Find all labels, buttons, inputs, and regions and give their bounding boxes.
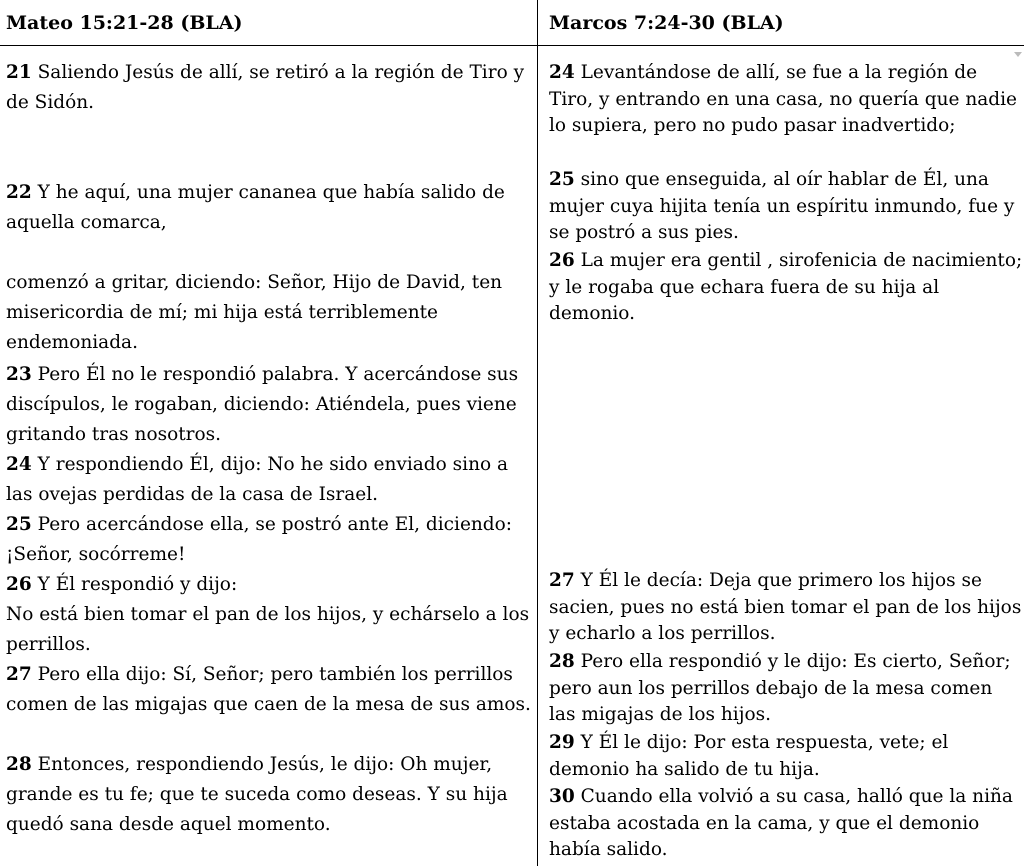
verse-marcos-26	[549, 248, 1023, 328]
verse-mateo-22-cont	[6, 268, 534, 358]
verse-number: 23	[6, 364, 32, 385]
verse-marcos-24	[549, 60, 1023, 140]
verse-text: Cuando ella volvió a su casa, halló que la niña estaba acostada en la cama, y que el demonio había salido.	[549, 786, 1013, 861]
verse-number: 26	[549, 250, 575, 271]
column-divider	[537, 0, 538, 866]
verse-mateo-26-cont	[6, 600, 534, 660]
verse-text: Y respondiendo Él, dijo: No he sido enviado sino a las ovejas perdidas de la casa de Israel.	[6, 454, 509, 505]
verse-number: 24	[549, 62, 575, 83]
verse-text: Y Él respondió y dijo:	[31, 574, 238, 595]
verse-mateo-27	[6, 660, 534, 720]
verse-number: 25	[549, 169, 575, 190]
verse-text: Pero ella respondió y le dijo: Es cierto, Señor; pero aun los perrillos debajo de la mesa comen las migajas de los hijos.	[549, 651, 1011, 726]
verse-mateo-22	[6, 178, 534, 238]
verse-text: Y Él le decía: Deja que primero los hijos se sacien, pues no está bien tomar el pan de los hijos y echarlo a los perrillos.	[549, 570, 1022, 645]
verse-mateo-25	[6, 510, 534, 570]
verse-number: 27	[549, 570, 575, 591]
verse-number: 28	[6, 754, 32, 775]
verse-mateo-28	[6, 750, 534, 840]
verse-number: 26	[6, 574, 32, 595]
verse-number: 28	[549, 651, 575, 672]
header-mateo: Mateo 15:21-28 (BLA)	[6, 12, 243, 34]
dropdown-marker-icon	[1014, 52, 1022, 57]
verse-marcos-25	[549, 167, 1023, 247]
verse-number: 25	[6, 514, 32, 535]
verse-text: Y Él le dijo: Por esta respuesta, vete; el demonio ha salido de tu hija.	[549, 732, 949, 780]
verse-number: 24	[6, 454, 32, 475]
verse-text: Entonces, respondiendo Jesús, le dijo: Oh mujer, grande es tu fe; que te suceda como deseas. Y su hija quedó sana desde aquel momento.	[6, 754, 508, 835]
verse-marcos-29	[549, 730, 1023, 783]
verse-marcos-28	[549, 649, 1023, 729]
verse-marcos-27	[549, 568, 1023, 648]
verse-text: Pero Él no le respondió palabra. Y acercándose sus discípulos, le rogaban, diciendo: Atiéndela, pues viene gritando tras nosotros.	[6, 364, 519, 445]
verse-number: 21	[6, 62, 32, 83]
verse-mateo-23	[6, 360, 534, 450]
verse-number: 30	[549, 786, 575, 807]
verse-marcos-30	[549, 784, 1023, 864]
header-marcos: Marcos 7:24-30 (BLA)	[549, 12, 784, 34]
verse-number: 29	[549, 732, 575, 753]
verse-mateo-21	[6, 58, 534, 118]
verse-mateo-24	[6, 450, 534, 510]
verse-text: Levantándose de allí, se fue a la región de Tiro, y entrando en una casa, no quería que nadie lo supiera, pero no pudo pasar inadvertido;	[549, 62, 1017, 137]
verse-text: Pero acercándose ella, se postró ante El, diciendo: ¡Señor, socórreme!	[6, 514, 513, 565]
verse-number: 22	[6, 182, 32, 203]
verse-text: sino que enseguida, al oír hablar de Él, una mujer cuya hijita tenía un espíritu inmundo, fue y se postró a sus pies.	[549, 169, 1015, 244]
verse-text: Saliendo Jesús de allí, se retiró a la región de Tiro y de Sidón.	[6, 62, 525, 113]
header-divider	[0, 45, 1024, 46]
verse-text: Y he aquí, una mujer cananea que había salido de aquella comarca,	[6, 182, 505, 233]
verse-text: No está bien tomar el pan de los hijos, y echárselo a los perrillos.	[6, 604, 530, 655]
verse-text: Pero ella dijo: Sí, Señor; pero también los perrillos comen de las migajas que caen de la mesa de sus amos.	[6, 664, 531, 715]
verse-mateo-26	[6, 570, 534, 600]
verse-text: comenzó a gritar, diciendo: Señor, Hijo de David, ten misericordia de mí; mi hija está terriblemente endemoniada.	[6, 272, 503, 353]
verse-number: 27	[6, 664, 32, 685]
verse-text: La mujer era gentil , sirofenicia de nacimiento; y le rogaba que echara fuera de su hija al demonio.	[549, 250, 1023, 325]
